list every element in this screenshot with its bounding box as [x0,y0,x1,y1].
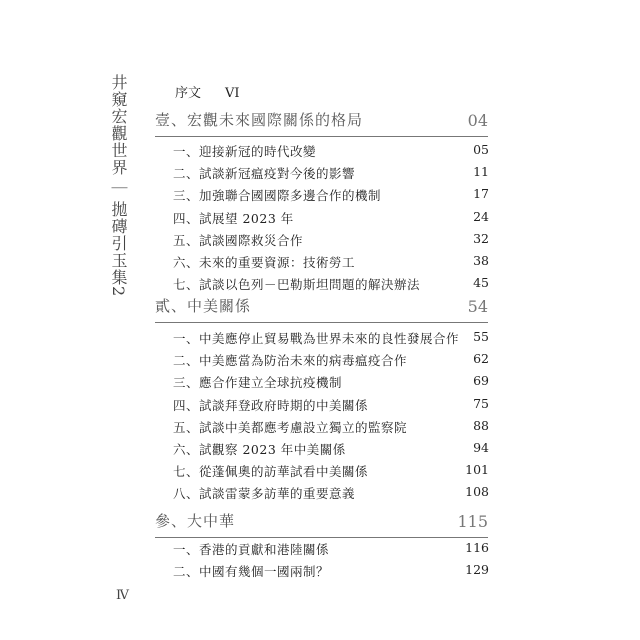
toc-entry-title: 一、迎接新冠的時代改變 [173,144,317,159]
toc-entry-title: 七、從蓬佩奧的訪華試看中美關係 [173,464,369,480]
toc-entry-title: 四、試談拜登政府時期的中美關係 [173,397,369,413]
toc-entry-title: 一、香港的貢獻和港陸關係 [173,542,330,557]
toc-entry-page: 88 [473,417,489,433]
toc-entry[interactable] [173,462,489,482]
toc-entry[interactable] [173,418,489,438]
toc-entry-page: 55 [473,329,489,344]
section-heading[interactable] [155,509,488,538]
toc-entry[interactable] [173,396,489,416]
toc-entry[interactable] [173,275,489,295]
toc-entry-page: 24 [473,208,489,224]
book-title-separator: ｜ [109,180,128,197]
toc-entry-title: 六、試觀察 2023 年中美關係 [173,442,346,457]
toc-entry-page: 17 [473,186,489,202]
toc-entry-title: 二、中國有幾個一國兩制？ [173,564,330,580]
section-title: 壹、宏觀未來國際關係的格局 [155,111,364,129]
toc-entry[interactable] [173,164,489,184]
section-page-number: 04 [467,111,488,130]
section-heading[interactable] [155,108,488,137]
section-heading[interactable] [155,294,488,323]
toc-entry-page: 75 [473,395,489,411]
toc-entry-title: 五、試談中美都應考慮設立獨立的監察院 [173,419,408,435]
toc-entry[interactable] [173,373,489,393]
toc-entry-title: 一、中美應停止貿易戰為世界未來的良性發展合作 [173,331,460,346]
section-title: 貳、中美關係 [155,297,252,315]
toc-entry-page: 32 [473,230,489,246]
section-page-number: 54 [467,297,488,316]
toc-entry[interactable] [173,562,489,582]
toc-entry-page: 45 [473,275,489,291]
toc-entry[interactable] [173,440,489,460]
toc-entry[interactable] [173,186,489,206]
toc-entry-title: 八、試談雷蒙多訪華的重要意義 [173,486,356,502]
toc-entry-title: 五、試談國際救災合作 [173,232,304,248]
toc-entry-page: 11 [473,164,489,180]
toc-entry[interactable] [173,209,489,229]
toc-entry-title: 三、應合作建立全球抗疫機制 [173,375,343,391]
toc-entry-title: 六、未來的重要資源：技術勞工 [173,255,356,270]
toc-entry-title: 四、試展望 2023 年 [173,210,294,226]
page-folio: Ⅳ [116,588,129,603]
toc-entry[interactable] [173,484,489,504]
book-title-main: 井窺宏觀世界 [109,74,128,176]
toc-entry-page: 101 [465,462,489,478]
toc-entry-page: 108 [465,484,489,500]
toc-entry-title: 二、試談新冠瘟疫對今後的影響 [173,166,356,182]
toc-entry-page: 05 [473,142,489,157]
toc-entry[interactable] [173,540,489,560]
toc-entry[interactable] [173,253,489,273]
toc-entry-page: 116 [465,540,489,555]
toc-entry-title: 三、加強聯合國國際多邊合作的機制 [173,188,382,204]
toc-entry-page: 38 [473,253,489,268]
book-title-sub: 拋磚引玉集2 [109,201,128,298]
toc-entry-page: 62 [473,351,489,367]
toc-entry-page: 69 [473,373,489,389]
toc-entry[interactable] [173,329,489,349]
toc-entry-title: 七、試談以色列－巴勒斯坦問題的解決辦法 [173,277,421,293]
section-page-number: 115 [457,512,488,531]
toc-entry-page: 94 [473,440,489,455]
toc-entry-page: 129 [465,562,489,578]
section-title: 參、大中華 [155,512,236,530]
toc-entry-title: 二、中美應當為防治未來的病毒瘟疫合作 [173,353,408,369]
preface-page: VI [225,86,240,101]
toc-entry[interactable] [173,142,489,162]
toc-entry[interactable] [173,351,489,371]
toc-entry[interactable] [173,231,489,251]
preface-label: 序文 [175,86,202,101]
